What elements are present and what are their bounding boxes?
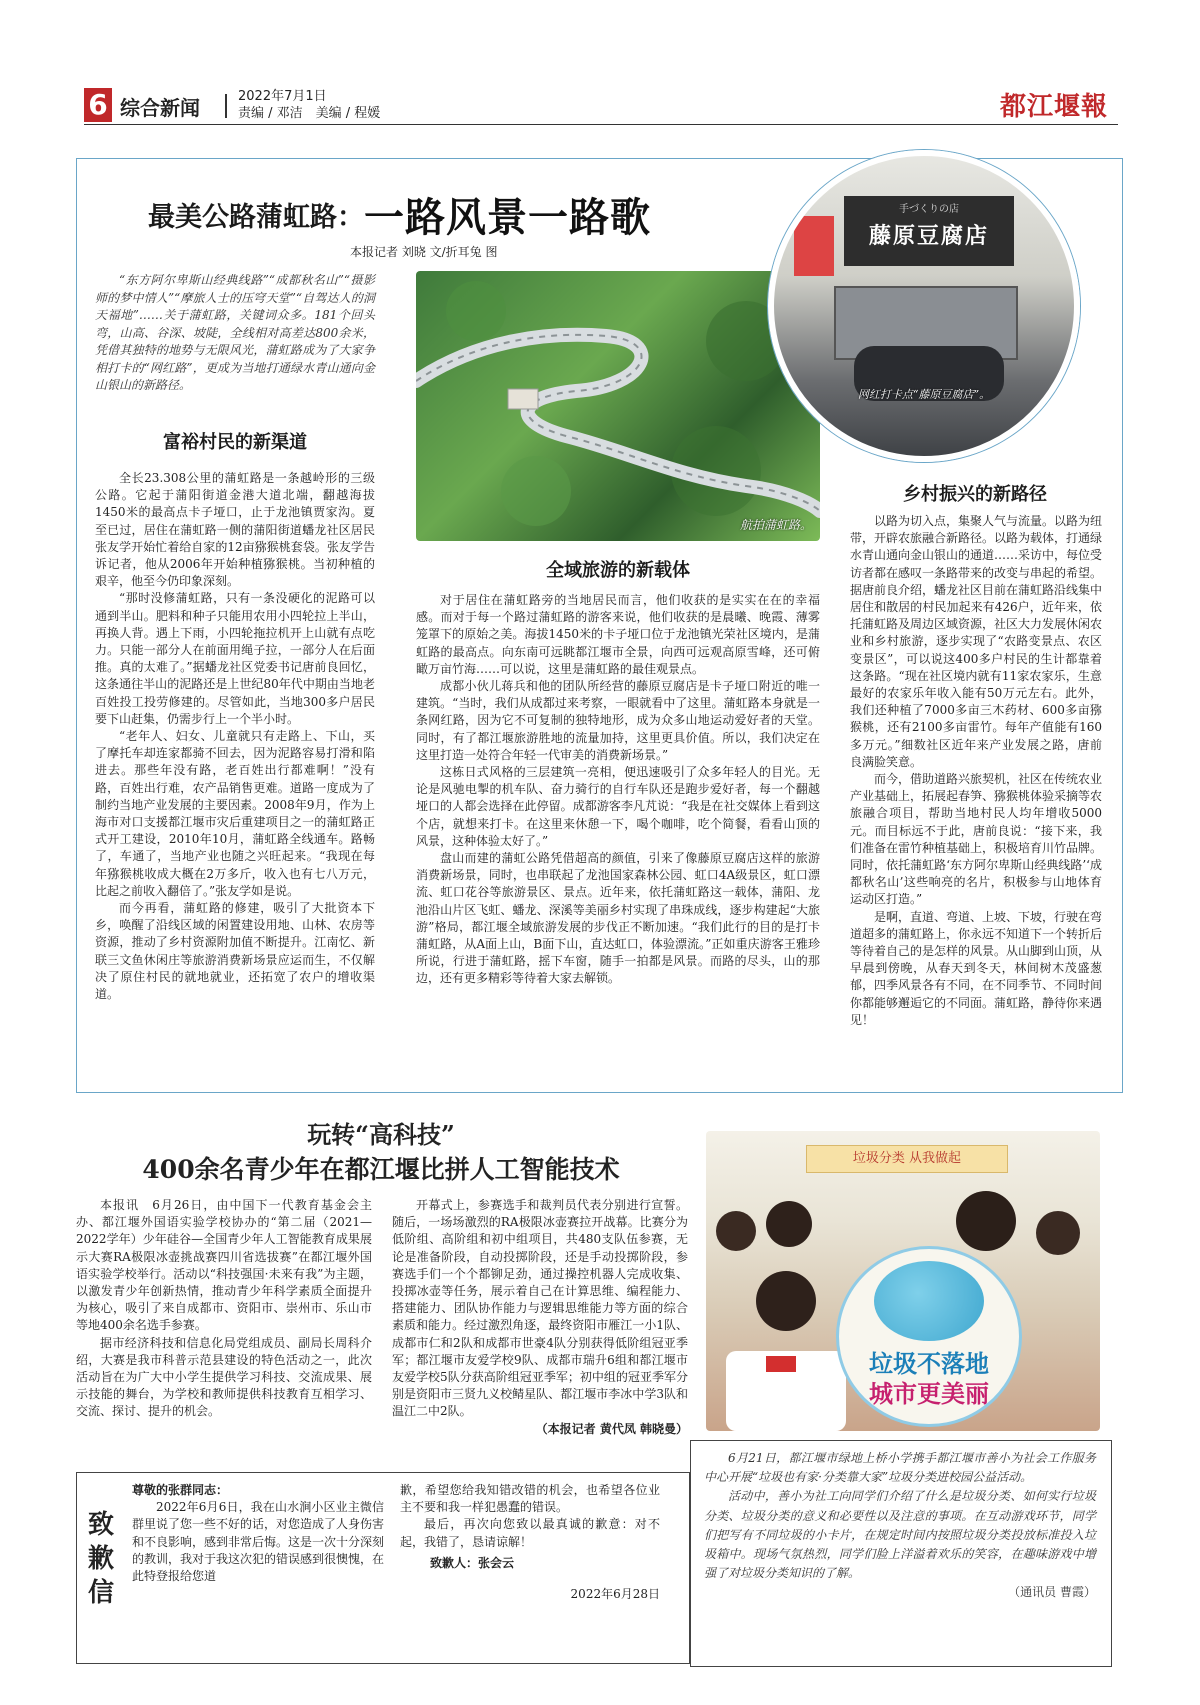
tech-column-1 [76,1197,372,1421]
feature-lead [95,272,375,395]
apology-body-continued: 歉，希望您给我知错改错的机会，也希望各位业主不要和我一样犯愚蠢的错误。 [400,1483,660,1515]
classroom-banner: 垃圾分类 从我做起 [806,1145,1008,1173]
paragraph: “老年人、妇女、儿童就只有走路上、下山，买了摩托车却连家都骑不回去，因为泥路容易打滑和陷进去。那些年没有路，老百姓出行都难啊！”没有路，百姓出行难，农产品销售更难。道路一度成为了制约当地产业发展的主要因素。2008年9月，作为上海市对口支援都江堰市灾后重建项目之一的蒲虹路正式开工建设，2010年10月，蒲虹路全线通车。路畅了，车通了，当地产业也随之兴旺起来。“我现在每年猕猴桃收成大概在2万多斤，收入也有七八万元，比起之前收入翻倍了。”张友学如是说。 [95,729,375,898]
paragraph: 盘山而建的蒲虹公路凭借超高的颜值，引来了像藤原豆腐店这样的旅游消费新场景，同时，也串联起了龙池国家森林公园、虹口4A级景区，虹口漂流、虹口花谷等旅游景区、景点。近年来，依托蒲虹路这一载体，蒲阳、龙池沿山片区飞虹、蟠龙、深溪等美丽乡村实现了串珠成线，逐步构建起“大旅游”格局，都江堰全域旅游发展的步伐正不断加速。“我们此行的目的是打卡蒲虹路，从A面上山，B面下山，直达虹口，体验漂流。”正如重庆游客王雅珍所说，行进于蒲虹路，摇下车窗，随手一拍都是风景。而路的尽头，山的那边，还有更多精彩等待着大家去解锁。 [416,851,820,986]
tech-title: 400余名青少年在都江堰比拼人工智能技术 [142,1155,620,1184]
feature-byline: 本报记者 刘晓 文/折耳兔 图 [350,245,498,259]
paragraph: 最后，再次向您致以最真诚的歉意：对不起，我错了，恳请谅解！ [400,1517,660,1549]
feature-lead-text: “东方阿尔卑斯山经典线路”“成都秋名山”“摄影师的梦中情人”“摩旅人士的压穹天堂”“自驾达人的洞天福地”……关于蒲虹路，关键词众多。181个回头弯，山高、谷深、坡陡，全线相对高差达800余米，凭借其独特的地势与无限风光，蒲虹路成为了大家争相打卡的“网红路”，更成为当地打通绿水青山通向金山银山的新路径。 [95,273,375,392]
apology-date: 2022年6月28日 [570,1587,660,1602]
apology-salutation: 尊敬的张群同志： [132,1483,229,1497]
feature-title-right: 一路风景一路歌 [364,195,651,241]
slogan-sign [836,1246,1022,1427]
garbage-caption [704,1449,1096,1603]
paragraph: 而今再看，蒲虹路的修建，吸引了大批资本下乡，唤醒了沿线区域的闲置建设用地、山林、农房等资源，推动了乡村资源附加值不断提升。江南忆、新联三文鱼休闲庄等旅游消费新场景应运而生，不仅解决了原住村民的就地就业，还拓宽了农户的增收渠道。 [95,901,375,1002]
paragraph: 开幕式上，参赛选手和裁判员代表分别进行宣誓。随后，一场场激烈的RA极限冰壶赛拉开战幕。比赛分为低阶组、高阶组和初中组项目，共480支队伍参赛，无论是准备阶段，自动投掷阶段，还是手动投掷阶段，参赛选手们一个个都铆足劲，通过操控机器人完成收集、投掷冰壶等任务，展示着自己在计算思维、编程能力、搭建能力、团队协作能力与逻辑思维能力等方面的综合素质和能力。经过激烈角逐，最终资阳市雁江一小1队、成都市仁和2队和成都市世豪4队分别获得低阶组冠亚季军；都江堰市友爱学校9队、成都市瑞升6组和都江堰市友爱学校5队分获高阶组冠亚季军；初中组的冠亚季军分别是资阳市三贤九义校鲭星队、都江堰市李冰中学3队和温江二中2队。 [392,1198,688,1419]
student-head [756,1271,816,1331]
paragraph: 全长23.308公里的蒲虹路是一条越岭形的三级公路。它起于蒲阳街道金港大道北端，翻越海拔1450米的最高点卡子垭口，止于龙池镇贾家沟。夏至已过，居住在蒲虹路一侧的蒲阳街道蟠龙社区居民张友学开始忙着给自家的12亩猕猴桃套袋。张友学告诉记者，他从2006年开始种植猕猴桃。当初种植的艰辛，他至今仍印象深刻。 [95,471,375,589]
section-heading-3: 乡村振兴的新路径 [903,484,1047,505]
section-heading-2: 全域旅游的新载体 [546,560,690,581]
apology-label: 致歉信 [87,1510,114,1608]
garbage-credit: （通讯员 曹霞） [1008,1585,1096,1600]
paragraph: 以路为切入点，集聚人气与流量。以路为纽带，开辟农旅融合新路径。以路为载体，打通绿水青山通向金山银山的通道……采访中，每位受访者都在感叹一条路带来的改变与串起的希望。据唐前良介绍，蟠龙社区目前在蒲虹路沿线集中居住和散居的村民加起来有426户，近年来，依托蒲虹路及周边区域资源，社区大力发展休闲农业和乡村旅游，逐步实现了“农路变景点、农区变景区”，可以说这400多户村民的生计都靠着这条路。“现在社区境内就有11家农家乐，生意最好的农家乐年收入能有50万元左右。此外，我们还种植了7000多亩三木药材、600多亩猕猴桃，还有2100多亩雷竹。每年产值能有160多万元。”细数社区近年来产业发展之路，唐前良满脸笑意。 [850,514,1103,769]
section-title: 综合新闻 [120,96,200,120]
student-head [716,1211,756,1251]
apology-signer: 致歉人：张会云 [430,1555,515,1570]
shop-photo-caption: 网红打卡点“藤原豆腐店”。 [857,388,991,401]
road-photo-caption: 航拍蒲虹路。 [739,518,812,532]
tech-headline [76,1118,686,1188]
tech-kicker: 玩转“高科技” [307,1120,455,1149]
paragraph: 6月21日，都江堰市绿地上桥小学携手都江堰市善小为社会工作服务中心开展“垃圾也有家·分类靠大家”垃圾分类进校园公益活动。 [704,1451,1096,1485]
tech-byline: （本报记者 黄代凤 韩晓曼） [535,1421,688,1436]
feature-title-left: 最美公路蒲虹路： [148,202,364,233]
apology-column-2 [400,1482,660,1603]
paragraph: 是啊，直道、弯道、上坡、下坡，行驶在弯道超多的蒲虹路上，你永远不知道下一个转折后等待着自己的是怎样的风景。从山脚到山顶，从早晨到傍晚，从春天到冬天，林间树木茂盛葱郁，四季风景各有不同，在不同季节、不同时间你都能够邂逅它的不同面。蒲虹路，静待你来遇见！ [850,909,1103,1027]
earth-graphic [874,1261,984,1341]
shop-sign-board [844,196,1014,266]
student-head [1036,1211,1080,1255]
paragraph: 据市经济科技和信息化局党组成员、副局长周科介绍，大赛是我市科普示范县建设的特色活动之一，此次活动旨在为广大中小学生提供学习科技、交流成果、展示技能的舞台，为学校和教师提供科技教育互相学习、交流、探讨、提升的机会。 [76,1335,372,1419]
road-aerial-photo [416,271,820,541]
red-scarf [766,1356,796,1372]
student-head [956,1191,1016,1251]
sign-line-1: 垃圾不落地 [869,1349,989,1378]
section-body-3 [850,513,1102,1029]
paragraph: 活动中，善小为社工向同学们介绍了什么是垃圾分类、如何实行垃圾分类、垃圾分类的意义和必要性以及注意的事项。在互动游戏环节，同学们把写有不同垃圾的小卡片，在规定时间内按照垃圾分类投放标准投入垃圾箱中。现场气氛热烈，同学们脸上洋溢着欢乐的笑容，在趣味游戏中增强了对垃圾分类知识的了解。 [704,1489,1096,1581]
page-number: 6 [84,88,112,122]
newspaper-logo: 都江堰報 [1000,92,1109,122]
paragraph: 本报讯 6月26日，由中国下一代教育基金会主办、都江堰外国语实验学校协办的“第二届（2021—2022学年）少年硅谷—全国青少年人工智能教育成果展示大赛RA极限冰壶挑战赛四川省选拔赛”在都江堰外国语实验学校举行。活动以“科技强国·未来有我”为主题，以激发青少年创新热情，推动青少年科学素质全面提升为核心，吸引了来自成都市、资阳市、崇州市、乐山市等地400余名选手参赛。 [76,1198,372,1333]
issue-date: 2022年7月1日 [238,89,327,104]
shop-circle-photo [768,150,1080,462]
shop-sign-small: 手づくりの店 [899,204,959,215]
paragraph: “那时没修蒲虹路，只有一条没硬化的泥路可以通到半山。肥料和种子只能用农用小四轮拉上半山，再换人背。遇上下雨，小四轮拖拉机开上山就有点吃力。只能一部分人在前面用绳子拉，一部分人在后面推。真的太难了。”据蟠龙社区党委书记唐前良回忆，这条通往半山的泥路还是上世纪80年代中期由当地老百姓投工投劳修建的。尽管如此，当地300多户居民要下山赶集，仍需步行上一个半小时。 [95,591,375,726]
student-head [766,1201,812,1247]
tech-column-2 [392,1197,688,1438]
paragraph: 而今，借助道路兴旅契机，社区在传统农业产业基础上，拓展起春笋、猕猴桃体验采摘等农旅融合项目，帮助当地村民人均年增收5000元。而目标远不于此，唐前良说：“接下来，我们准备在雷竹种植基础上，积极培育川竹品牌。同时，依托蒲虹路‘东方阿尔卑斯山经典线路’‘成都秋名山’这些响亮的名片，积极参与山地体育运动区打造。” [850,772,1103,907]
winding-road-graphic [416,271,820,541]
paragraph: 成都小伙儿蒋兵和他的团队所经营的藤原豆腐店是卡子垭口附近的唯一建筑。“当时，我们从成都过来考察，一眼就看中了这里。蒲虹路本身就是一条网红路，因为它不可复制的独特地形，成为众多山地运动爱好者的天堂。同时，有了都江堰旅游胜地的流量加持，这里更具价值。所以，我们决定在这里打造一处符合年轻一代审美的消费新场景。” [416,679,820,762]
dateline [238,88,380,122]
paragraph: 这栋日式风格的三层建筑一亮相，便迅速吸引了众多年轻人的目光。无论是风驰电掣的机车队、奋力骑行的自行车队还是跑步爱好者，每一个翻越垭口的人都会选择在此停留。成都游客李凡芃说：“我是在社交媒体上看到这个店，就想来打卡。在这里来休憩一下，喝个咖啡，吃个简餐，看看山顶的风景，这种体验太好了。” [416,765,820,848]
section-heading-1: 富裕村民的新渠道 [163,432,307,453]
paragraph: 2022年6月6日，我在山水涧小区业主微信群里说了您一些不好的话，对您造成了人身伤害和不良影响，感到非常后悔。这是一次十分深刻的教训，我对于我这次犯的错误感到很懊愧，在此特登报给您道 [132,1500,385,1584]
shop-banner [794,216,834,276]
apology-column-1 [132,1482,384,1585]
feature-title [148,186,728,241]
section-body-2 [416,592,820,988]
section-body-1 [95,470,375,1003]
garbage-sorting-photo [706,1131,1100,1431]
paragraph: 对于居住在蒲虹路旁的当地居民而言，他们收获的是实实在在的幸福感。而对于每一个路过蒲虹路的游客来说，他们收获的是晨曦、晚霞、薄雾笼罩下的原始之美。海拔1450米的卡子垭口位于龙池镇光荣社区境内，是蒲虹路的最高点。向东南可远眺都江堰市全景，向西可远观高原雪峰，还可俯瞰万亩竹海……可以说，这里是蒲虹路的最佳观景点。 [416,593,820,676]
sign-line-2: 城市更美丽 [869,1379,989,1408]
shop-sign: 藤原豆腐店 [868,223,989,249]
header-divider [225,94,227,118]
editor-credits: 责编 / 邓洁 美编 / 程媛 [238,106,381,121]
